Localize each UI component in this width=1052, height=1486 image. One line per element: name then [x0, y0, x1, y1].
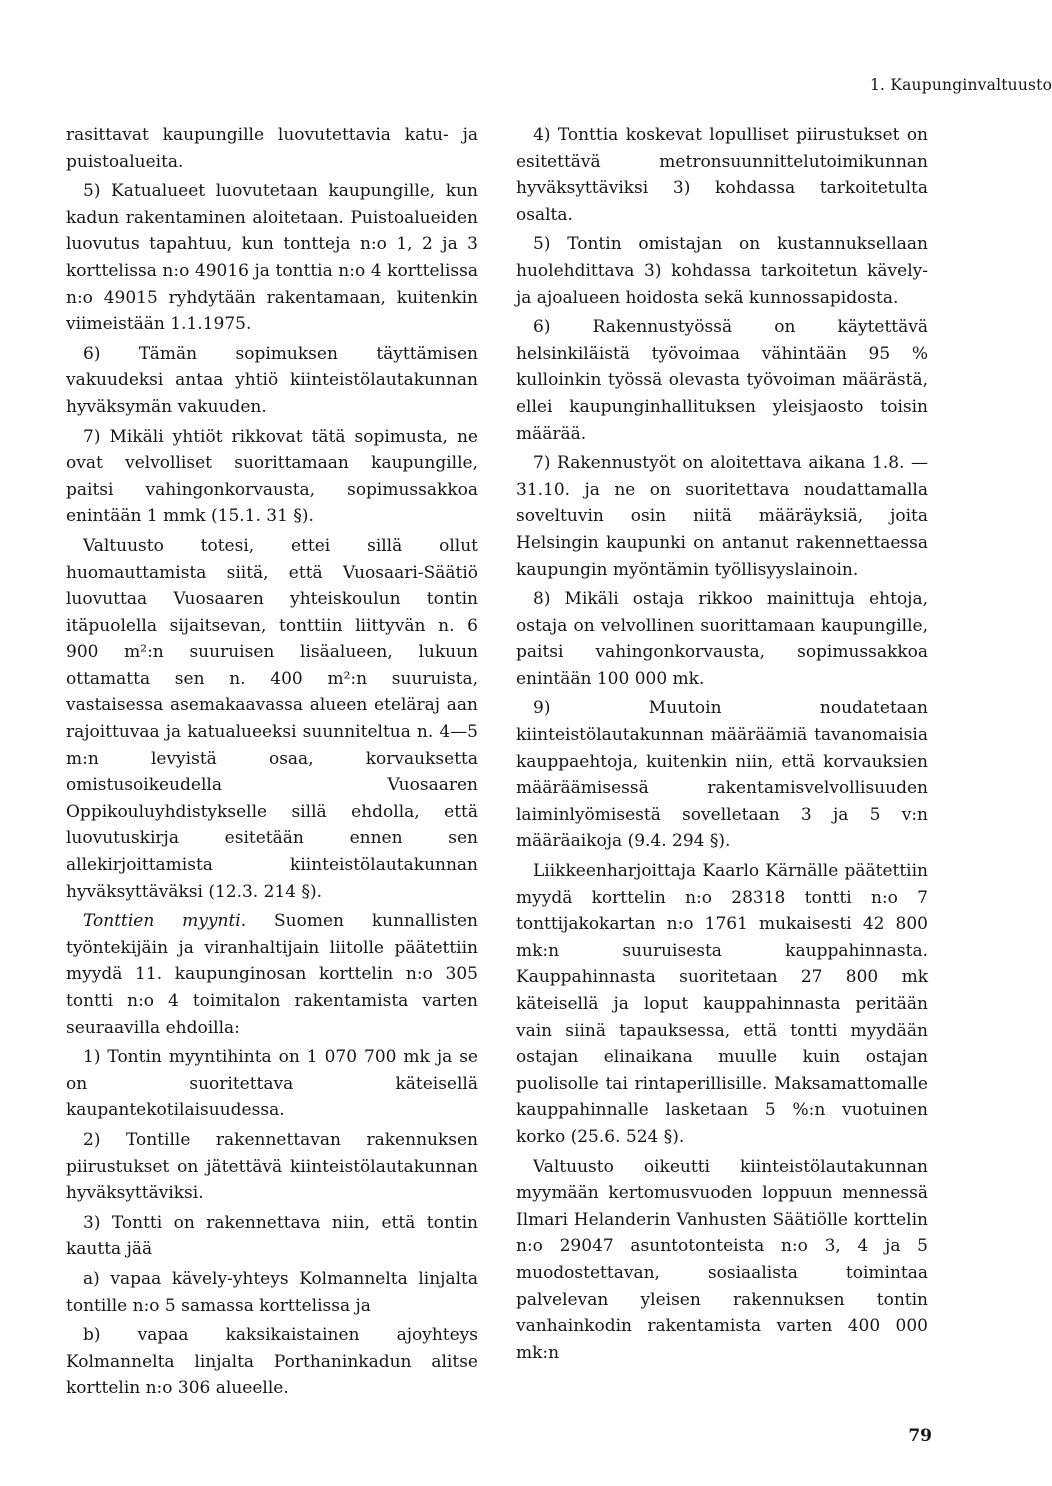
- paragraph: b) vapaa kaksikaistainen ajoyhteys Kolmannelta linjalta Porthaninkadun alitse korttelin n:o 306 alueelle.: [66, 1325, 478, 1399]
- section-heading: Tonttien myynti.: [83, 911, 247, 932]
- paragraph: 2) Tontille rakennettavan rakennuksen piirustukset on jätettävä kiinteistölautakunnan hyväksyttäviksi.: [66, 1129, 478, 1204]
- paragraph: 3) Tontti on rakennettava niin, että tontin kautta jää: [66, 1212, 478, 1260]
- page-number: 79: [908, 1426, 932, 1446]
- paragraph: 6) Tämän sopimuksen täyttämisen vakuudeksi antaa yhtiö kiinteistölautakunnan hyväksymän vakuuden.: [66, 343, 478, 417]
- paragraph: 9) Muutoin noudatetaan kiinteistölautakunnan määräämiä tavanomaisia kauppaehtoja, kuitenkin niin, että korvauksien määräämisessä rakentamisvelvollisuuden laiminlyömisestä sovelletaan 3 ja 5 v:n määräaikoja (9.4. 294 §).: [516, 698, 928, 852]
- paragraph: 4) Tonttia koskevat lopulliset piirustukset on esitettävä metronsuunnittelutoimikunnan hyväksyttäviksi 3) kohdassa tarkoitetulta osalta.: [516, 125, 928, 225]
- right-column: [516, 122, 928, 1366]
- paragraph: Liikkeenharjoittaja Kaarlo Kärnälle päätettiin myydä korttelin n:o 28318 tontti n:o 7 tonttijakokartan n:o 1761 mukaisesti 42 800 mk:n suuruisesta kauppahinnasta. Kauppahinnasta suoritetaan 27 800 mk käteisellä ja loput kauppahinnasta peritään vain siinä tapauksessa, että tontti myydään ostajan elinaikana muulle kuin ostajan puolisolle tai rintaperillisille. Maksamattomalle kauppahinnalle lasketaan 5 %:n vuotuinen korko (25.6. 524 §).: [516, 861, 928, 1147]
- paragraph: 8) Mikäli ostaja rikkoo mainittuja ehtoja, ostaja on velvollinen suorittamaan kaupungille, paitsi vahingonkorvausta, sopimussakkoa enintään 100 000 mk.: [516, 589, 928, 689]
- paragraph: a) vapaa kävely-yhteys Kolmannelta linjalta tontille n:o 5 samassa korttelissa ja: [66, 1268, 478, 1316]
- paragraph: [66, 908, 478, 1041]
- paragraph: Valtuusto totesi, ettei sillä ollut huomauttamista siitä, että Vuosaari-Säätiö luovuttaa Vuosaaren yhteiskoulun tontin itäpuolella sijaitsevan, tonttiin liittyvän n. 6 900 m²:n suuruisen lisäalueen, lukuun ottamatta sen n. 400 m²:n suuruista, vastaisessa asemakaavassa alueen eteläraj aan rajoittuvaa ja katualueeksi suunniteltua n. 4—5 m:n levyistä osaa, korvauksetta omistusoikeudella Vuosaaren Oppikouluyhdistykselle sillä ehdolla, että luovutuskirja esitetään ennen sen allekirjoittamista kiinteistölautakunnan hyväksyttäväksi (12.3. 214 §).: [66, 535, 478, 902]
- paragraph: 6) Rakennustyössä on käytettävä helsinkiläistä työvoimaa vähintään 95 % kulloinkin työssä olevasta työvoiman määrästä, ellei kaupunginhallituksen yleisjaosto toisin määrää.: [516, 317, 928, 444]
- paragraph: 7) Rakennustyöt on aloitettava aikana 1.8. —31.10. ja ne on suoritettava noudattamalla soveltuvin osin niitä määräyksiä, joita Helsingin kaupunki on antanut rakennettaessa kaupungin myöntämin työllisyyslainoin.: [516, 453, 928, 580]
- running-header: 1. Kaupunginvaltuusto: [870, 76, 1052, 94]
- paragraph: rasittavat kaupungille luovutettavia katu- ja puistoalueita.: [66, 125, 478, 172]
- paragraph: Valtuusto oikeutti kiinteistölautakunnan myymään kertomusvuoden loppuun mennessä Ilmari Helanderin Vanhusten Säätiölle korttelin n:o 29047 asuntotonteista n:o 3, 4 ja 5 muodostettavan, sosiaalista toimintaa palvelevan yleisen rakennuksen tontin vanhainkodin rakentamista varten 400 000 mk:n: [516, 1156, 928, 1363]
- paragraph: 5) Tontin omistajan on kustannuksellaan huolehdittava 3) kohdassa tarkoitetun kävely- ja ajoalueen hoidosta sekä kunnossapidosta.: [516, 234, 928, 308]
- paragraph: 5) Katualueet luovutetaan kaupungille, kun kadun rakentaminen aloitetaan. Puistoalueiden luovutus tapahtuu, kun tontteja n:o 1, 2 ja 3 korttelissa n:o 49016 ja tonttia n:o 4 korttelissa n:o 49015 ryhdytään rakentamaan, kuitenkin viimeistään 1.1.1975.: [66, 181, 478, 335]
- paragraph-text: Suomen kunnallisten työntekijäin ja viranhaltijain liitolle päätettiin myydä 11. kaupunginosan korttelin n:o 305 tontti n:o 4 toimitalon rakentamista varten seuraavilla ehdoilla:: [66, 911, 478, 1038]
- left-column: [66, 122, 478, 1402]
- paragraph: 7) Mikäli yhtiöt rikkovat tätä sopimusta, ne ovat velvolliset suorittamaan kaupungille, paitsi vahingonkorvausta, sopimussakkoa enintään 1 mmk (15.1. 31 §).: [66, 426, 478, 527]
- paragraph: 1) Tontin myyntihinta on 1 070 700 mk ja se on suoritettava käteisellä kaupantekotilaisuudessa.: [66, 1047, 478, 1121]
